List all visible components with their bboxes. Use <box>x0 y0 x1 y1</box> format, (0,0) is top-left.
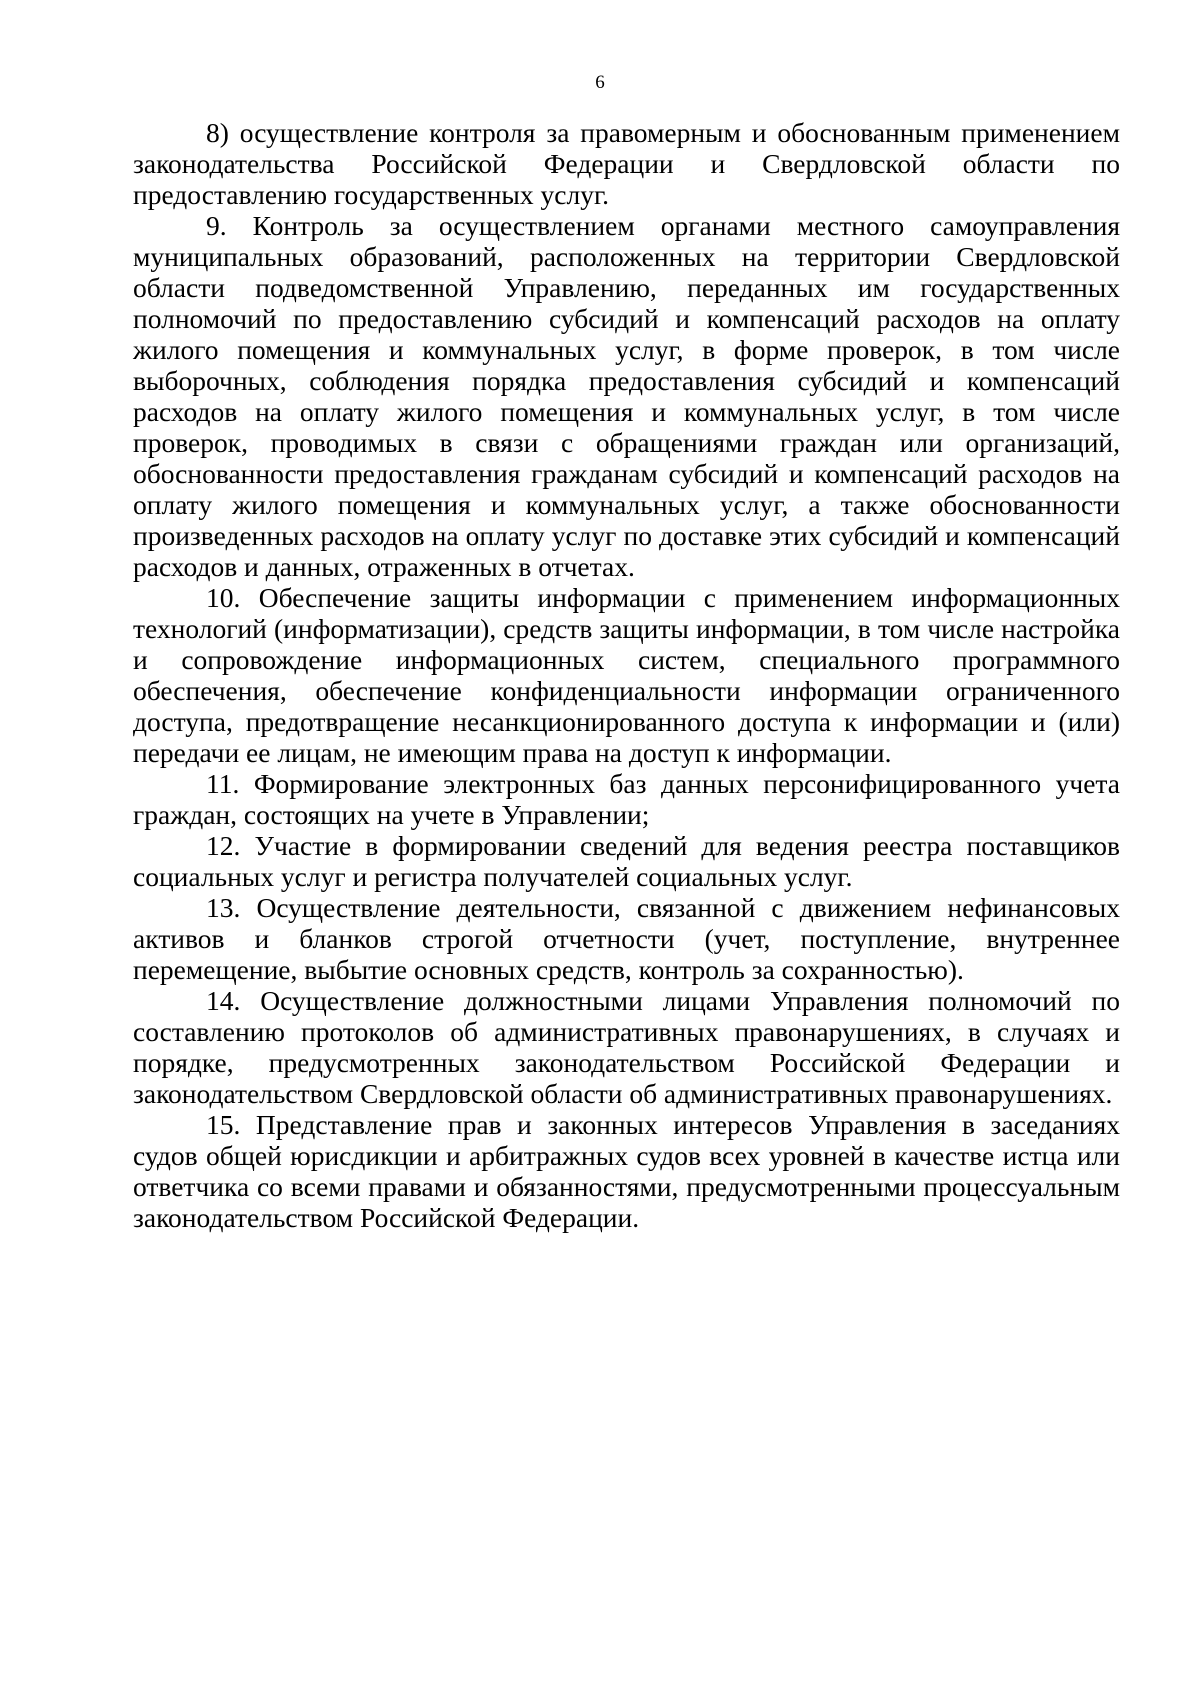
paragraph-item-8: 8) осуществление контроля за правомерным и обоснованным применением законодательства Российской Федерации и Свердловской области по предоставлению государственных услуг. <box>133 117 1120 210</box>
paragraph-item-9: 9. Контроль за осуществлением органами местного самоуправления муниципальных образований, расположенных на территории Свердловской области подведомственной Управлению, переданных им государственных полномочий по предоставлению субсидий и компенсаций расходов на оплату жилого помещения и коммунальных услуг, в форме проверок, в том числе выборочных, соблюдения порядка предоставления субсидий и компенсаций расходов на оплату жилого помещения и коммунальных услуг, в том числе проверок, проводимых в связи с обращениями граждан или организаций, обоснованности предоставления гражданам субсидий и компенсаций расходов на оплату жилого помещения и коммунальных услуг, а также обоснованности произведенных расходов на оплату услуг по доставке этих субсидий и компенсаций расходов и данных, отраженных в отчетах. <box>133 210 1120 582</box>
paragraph-item-10: 10. Обеспечение защиты информации с применением информационных технологий (информатизации), средств защиты информации, в том числе настройка и сопровождение информационных систем, специального программного обеспечения, обеспечение конфиденциальности информации ограниченного доступа, предотвращение несанкционированного доступа к информации и (или) передачи ее лицам, не имеющим права на доступ к информации. <box>133 582 1120 768</box>
page-number: 6 <box>595 72 605 93</box>
document-body <box>133 117 1120 1233</box>
paragraph-item-15: 15. Представление прав и законных интересов Управления в заседаниях судов общей юрисдикции и арбитражных судов всех уровней в качестве истца или ответчика со всеми правами и обязанностями, предусмотренными процессуальным законодательством Российской Федерации. <box>133 1109 1120 1233</box>
paragraph-item-12: 12. Участие в формировании сведений для ведения реестра поставщиков социальных услуг и регистра получателей социальных услуг. <box>133 830 1120 892</box>
paragraph-item-13: 13. Осуществление деятельности, связанной с движением нефинансовых активов и бланков строгой отчетности (учет, поступление, внутреннее перемещение, выбытие основных средств, контроль за сохранностью). <box>133 892 1120 985</box>
paragraph-item-14: 14. Осуществление должностными лицами Управления полномочий по составлению протоколов об административных правонарушениях, в случаях и порядке, предусмотренных законодательством Российской Федерации и законодательством Свердловской области об административных правонарушениях. <box>133 985 1120 1109</box>
paragraph-item-11: 11. Формирование электронных баз данных персонифицированного учета граждан, состоящих на учете в Управлении; <box>133 768 1120 830</box>
